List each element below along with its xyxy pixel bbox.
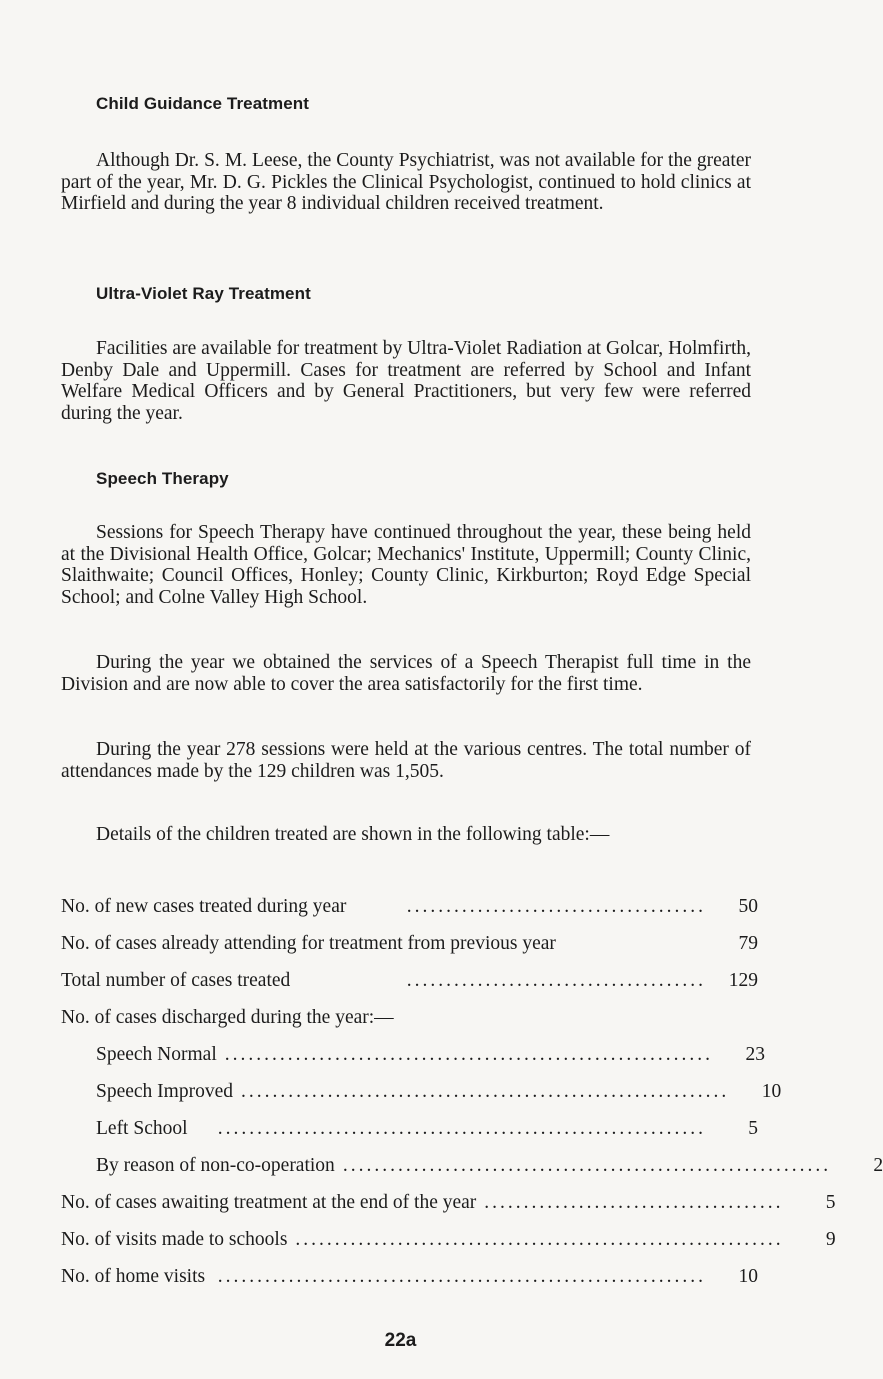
paragraph-table-intro: Details of the children treated are shown in the following table:— [96, 824, 610, 845]
paragraph-speech-sessions: Sessions for Speech Therapy have continued throughout the year, these being held at the Divisional Health Office, Golcar; Mechanics' Institute, Uppermill; County Clinic, Slaithwaite; Council Offices, Honley; County Clinic, Kirkburton; Royd Edge Special School; and Colne Valley High School. [61, 522, 751, 608]
leader-dots: .............................................................. [217, 1118, 706, 1139]
row-label: No. of cases awaiting treatment at the end of the year [61, 1192, 477, 1213]
leader-dots: .............................................................. [342, 1155, 832, 1176]
row-label: Speech Improved [96, 1081, 233, 1102]
table-row [61, 1227, 836, 1264]
paragraph-child-guidance: Although Dr. S. M. Leese, the County Psychiatrist, was not available for the greater part of the year, Mr. D. G. Pickles the Clinical Psychologist, continued to hold clinics at Mirfield and during the year 8 individual children received treatment. [61, 150, 751, 214]
row-value: 10 [761, 1081, 782, 1102]
row-value: 79 [738, 933, 758, 954]
row-label: Left School [96, 1118, 188, 1139]
row-label: No. of new cases treated during year [61, 896, 347, 917]
leader-dots: .............................................................. [217, 1266, 706, 1287]
row-value: 23 [745, 1044, 766, 1065]
leader-dots: ...................................... [406, 970, 706, 991]
row-value: 2 [873, 1155, 883, 1176]
leader-dots: .............................................................. [224, 1044, 714, 1065]
table-row [61, 894, 758, 931]
table-row [61, 1042, 766, 1079]
table-row [61, 1005, 758, 1042]
row-value: 129 [728, 970, 758, 991]
page-number: 22a [384, 1330, 417, 1351]
row-value: 50 [738, 896, 758, 917]
row-label: No. of home visits [61, 1266, 206, 1287]
table-row [61, 1079, 782, 1116]
table-row [61, 1190, 836, 1227]
leader-dots: ...................................... [484, 1192, 784, 1213]
table-row [61, 968, 758, 1005]
paragraph-ultra-violet: Facilities are available for treatment by Ultra-Violet Radiation at Golcar, Holmfirth, Denby Dale and Uppermill. Cases for treatment are referred by School and Infant Welfare Medical Officers and by General Practitioners, but very few were referred during the year. [61, 338, 751, 424]
heading-ultra-violet: Ultra-Violet Ray Treatment [96, 284, 311, 303]
row-label: By reason of non-co-operation [96, 1155, 335, 1176]
row-label: Speech Normal [96, 1044, 217, 1065]
heading-child-guidance: Child Guidance Treatment [96, 94, 310, 113]
heading-speech-therapy: Speech Therapy [96, 469, 229, 488]
row-value: 5 [748, 1118, 758, 1139]
table-row [61, 1264, 758, 1301]
paragraph-speech-therapist: During the year we obtained the services of a Speech Therapist full time in the Division and are now able to cover the area satisfactorily for the first time. [61, 652, 751, 695]
row-value: 9 [825, 1229, 836, 1250]
leader-dots: .............................................................. [295, 1229, 784, 1250]
row-label: No. of cases discharged during the year:— [61, 1007, 394, 1028]
row-value: 10 [738, 1266, 758, 1287]
leader-dots: ...................................... [406, 896, 706, 917]
row-label: Total number of cases treated [61, 970, 291, 991]
row-label: No. of visits made to schools [61, 1229, 288, 1250]
table-row [61, 931, 758, 968]
speech-therapy-table [61, 894, 883, 1301]
leader-dots: .............................................................. [241, 1081, 730, 1102]
paragraph-speech-attendances: During the year 278 sessions were held at the various centres. The total number of attendances made by the 129 children was 1,505. [61, 739, 751, 782]
table-row [61, 1116, 758, 1153]
row-label: No. of cases already attending for treatment from previous year [61, 933, 556, 954]
row-value: 5 [825, 1192, 836, 1213]
table-row [61, 1153, 883, 1190]
